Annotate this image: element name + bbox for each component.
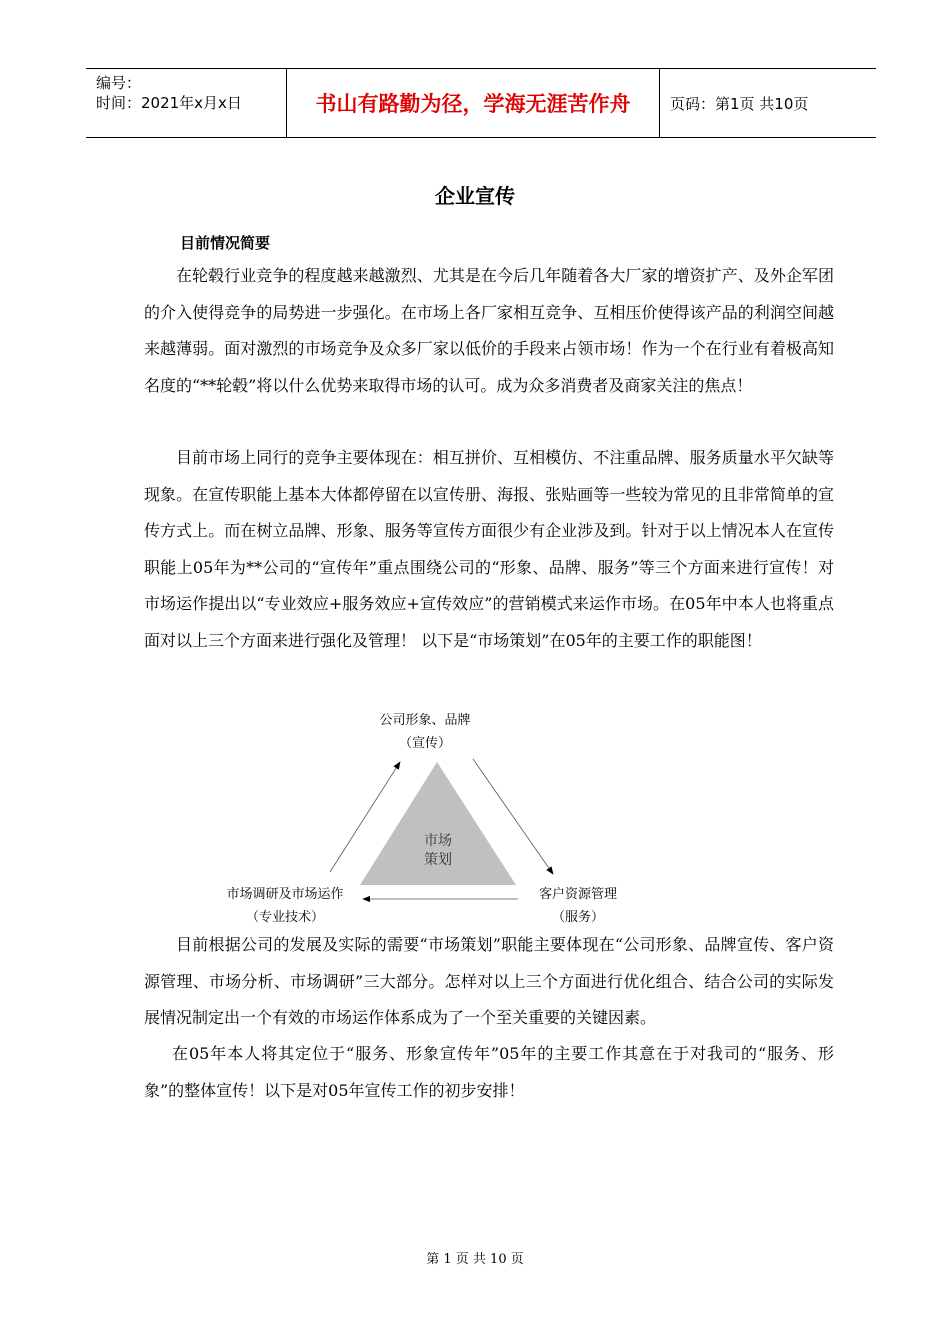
- diagram-left-sub: （专业技术）: [245, 910, 324, 925]
- paragraph-4: 在05年本人将其定位于“服务、形象宣传年”05年的主要工作其意在于对我司的“服务、形象”的整体宣传！以下是对05年宣传工作的初步安排！: [144, 1044, 834, 1100]
- diagram-top-sub: （宣传）: [398, 736, 451, 751]
- header-meta-cell: [86, 69, 287, 137]
- section-heading: 目前情况简要: [180, 234, 271, 252]
- page-footer: 第 1 页 共 10 页: [426, 1252, 524, 1267]
- diagram-right-label: 客户资源管理: [538, 887, 617, 902]
- document-title: 企业宣传: [435, 184, 515, 208]
- header-page-info: 页码：第1页 共10页: [670, 94, 809, 113]
- diagram-center-line1: 市场: [424, 833, 452, 849]
- document-number-label: 编号：: [96, 74, 142, 92]
- header-table: [86, 68, 876, 138]
- diagram-top-label: 公司形象、品牌: [379, 713, 471, 728]
- paragraph-1: 在轮毂行业竞争的程度越来越激烈、尤其是在今后几年随着各大厂家的增资扩产、及外企军团的介入使得竞争的局势进一步强化。在市场上各厂家相互竞争、互相压价使得该产品的利润空间越来越薄弱。面对激烈的市场竞争及众多厂家以低价的手段来占领市场！作为一个在行业有着极高知名度的“**轮毂”将以什么优势来取得市场的认可。成为众多消费者及商家关注的焦点！: [144, 266, 834, 395]
- function-diagram: [200, 702, 650, 928]
- diagram-right-sub: （服务）: [551, 910, 604, 925]
- header-motto: 书山有路勤为径，学海无涯苦作舟: [287, 69, 660, 137]
- paragraph-2: 目前市场上同行的竞争主要体现在：相互拼价、互相模仿、不注重品牌、服务质量水平欠缺等现象。在宣传职能上基本大体都停留在以宣传册、海报、张贴画等一些较为常见的且非常简单的宣传方式上。而在树立品牌、形象、服务等宣传方面很少有企业涉及到。针对于以上情况本人在宣传职能上05年为**公司的“宣传年”重点围绕公司的“形象、品牌、服务”等三个方面来进行宣传！对市场运作提出以“专业效应+服务效应+宣传效应”的营销模式来运作市场。在05年中本人也将重点面对以上三个方面来进行强化及管理！ 以下是“市场策划”在05年的主要工作的职能图！: [144, 448, 834, 650]
- paragraph-3: 目前根据公司的发展及实际的需要“市场策划”职能主要体现在“公司形象、品牌宣传、客户资源管理、市场分析、市场调研”三大部分。怎样对以上三个方面进行优化组合、结合公司的实际发展情况制定出一个有效的市场运作体系成为了一个至关重要的关键因素。: [144, 935, 834, 1027]
- diagram-left-label: 市场调研及市场运作: [226, 887, 344, 902]
- diagram-center-line2: 策划: [424, 852, 452, 868]
- document-time-label: 时间：2021年x月x日: [96, 94, 242, 112]
